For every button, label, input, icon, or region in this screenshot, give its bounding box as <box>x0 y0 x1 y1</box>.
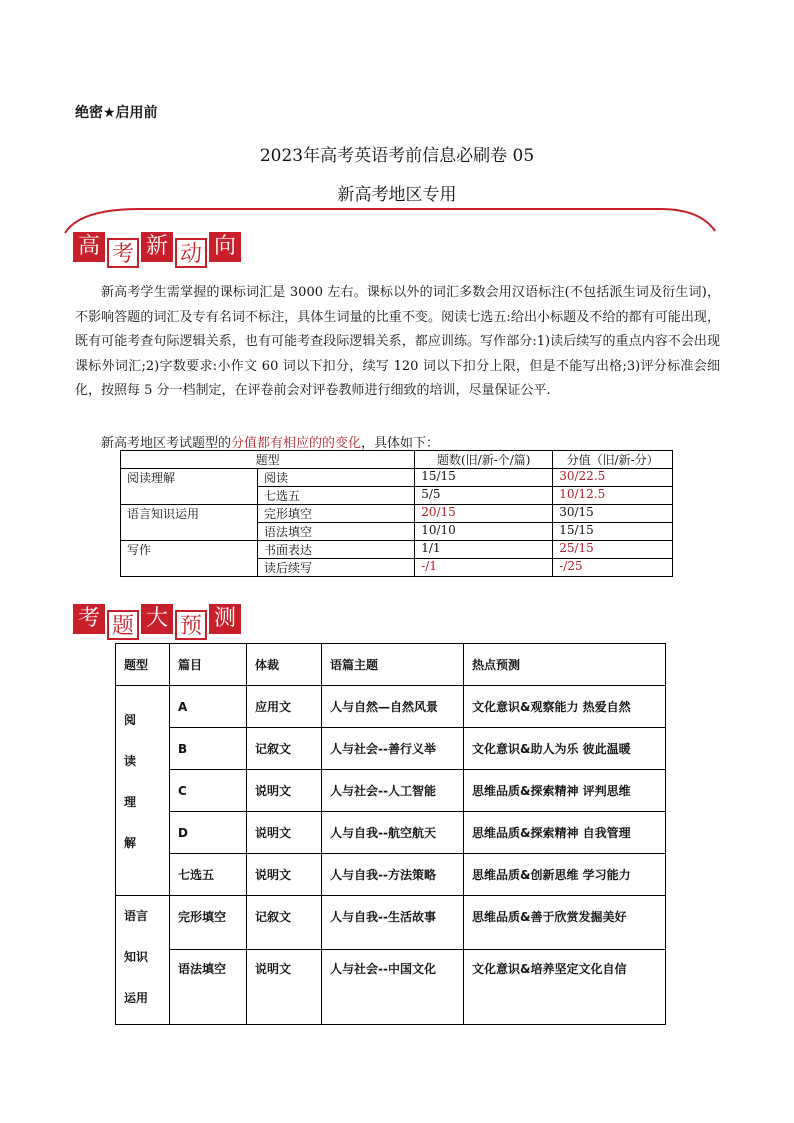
table-row <box>116 812 666 854</box>
sub-cell: 语法填空 <box>258 523 415 541</box>
theme-cell: 人与自我--航空航天 <box>322 812 464 854</box>
theme-cell: 人与社会--善行义举 <box>322 728 464 770</box>
hot-cell: 文化意识&助人为乐 彼此温暖 <box>464 728 666 770</box>
section-banner-predictions <box>73 604 241 640</box>
table-header-row <box>116 644 666 686</box>
table-intro <box>101 432 439 451</box>
score-cell: 10/12.5 <box>553 487 673 505</box>
prediction-table <box>115 643 666 1025</box>
hot-cell: 思维品质&探索精神 评判思维 <box>464 770 666 812</box>
banner-char: 预 <box>175 610 207 640</box>
score-cell: 30/22.5 <box>553 469 673 487</box>
hot-cell: 思维品质&创新思维 学习能力 <box>464 854 666 896</box>
header-cell: 题数(旧/新-个/篇) <box>415 451 553 469</box>
item-cell: 七选五 <box>170 854 247 896</box>
group-cell: 阅读理解 <box>121 469 258 505</box>
group-word: 运用 <box>124 991 149 1005</box>
decorative-curve <box>60 205 720 235</box>
header-cell: 体裁 <box>247 644 322 686</box>
banner-char: 动 <box>175 238 207 268</box>
table-row <box>121 469 673 487</box>
group-char: 阅 <box>124 713 137 727</box>
group-cell: 语言知识运用 <box>121 505 258 541</box>
item-cell: C <box>170 770 247 812</box>
genre-cell: 说明文 <box>247 812 322 854</box>
count-cell: 1/1 <box>415 541 553 559</box>
hot-cell: 文化意识&培养坚定文化自信 <box>464 950 666 1025</box>
hot-cell: 文化意识&观察能力 热爱自然 <box>464 686 666 728</box>
count-cell: 5/5 <box>415 487 553 505</box>
header-cell: 语篇主题 <box>322 644 464 686</box>
item-cell: 语法填空 <box>170 950 247 1025</box>
header-cell: 题型 <box>116 644 170 686</box>
banner-char: 测 <box>209 604 241 634</box>
banner-char: 新 <box>141 232 173 262</box>
group-cell: 写作 <box>121 541 258 577</box>
table-row <box>116 950 666 1025</box>
item-cell: 完形填空 <box>170 896 247 950</box>
score-cell: 15/15 <box>553 523 673 541</box>
score-change-table <box>120 450 673 577</box>
sub-cell: 完形填空 <box>258 505 415 523</box>
table-header-row <box>121 451 673 469</box>
banner-char: 考 <box>107 238 139 268</box>
genre-cell: 应用文 <box>247 686 322 728</box>
group-char: 解 <box>124 836 137 850</box>
score-cell: 30/15 <box>553 505 673 523</box>
sub-cell: 书面表达 <box>258 541 415 559</box>
banner-char: 大 <box>141 604 173 634</box>
page-subtitle: 新高考地区专用 <box>337 185 457 205</box>
banner-char: 题 <box>107 610 139 640</box>
count-cell: 15/15 <box>415 469 553 487</box>
language-group-cell <box>116 896 170 1025</box>
banner-char: 向 <box>209 232 241 262</box>
sub-cell: 七选五 <box>258 487 415 505</box>
genre-cell: 说明文 <box>247 854 322 896</box>
theme-cell: 人与自我--生活故事 <box>322 896 464 950</box>
theme-cell: 人与自我--方法策略 <box>322 854 464 896</box>
table-row <box>116 854 666 896</box>
trend-paragraph: 新高考学生需掌握的课标词汇是 3000 左右。课标以外的词汇多数会用汉语标注(不包括派生词及衍生词)，不影响答题的词汇及专有名词不标注，具体生词量的比重不变。阅读七选五:给出小标题及不给的都有可能出现，既有可能考查句际逻辑关系，也有可能考查段际逻辑关系，都应训练。写作部分:1)读后续写的重点内容不会出现课标外词汇;2)字数要求:小作文 60 词以下扣分，续写 120 词以下扣分上限，但是不能写出格;3)评分标准会细化，按照每 5 分一档制定，在评卷前会对评卷教师进行细致的培训，尽量保证公平. <box>75 285 720 398</box>
group-char: 理 <box>124 795 137 809</box>
score-cell: 25/15 <box>553 541 673 559</box>
count-cell: 20/15 <box>415 505 553 523</box>
table-row <box>121 541 673 559</box>
reading-group-cell <box>116 686 170 896</box>
group-word: 知识 <box>124 950 149 964</box>
table-row <box>116 686 666 728</box>
header-cell: 热点预测 <box>464 644 666 686</box>
hot-cell: 思维品质&善于欣赏发掘美好 <box>464 896 666 950</box>
count-cell: 10/10 <box>415 523 553 541</box>
table-row <box>116 728 666 770</box>
theme-cell: 人与社会--人工智能 <box>322 770 464 812</box>
item-cell: D <box>170 812 247 854</box>
group-char: 读 <box>124 754 137 768</box>
intro-highlight: 分值都有相应的的变化 <box>231 436 362 451</box>
header-cell: 题型 <box>121 451 415 469</box>
genre-cell: 说明文 <box>247 770 322 812</box>
theme-cell: 人与社会--中国文化 <box>322 950 464 1025</box>
confidential-label: 绝密★启用前 <box>75 105 158 121</box>
sub-cell: 阅读 <box>258 469 415 487</box>
group-word: 语言 <box>124 909 149 923</box>
count-cell: -/1 <box>415 559 553 577</box>
intro-text: 新高考地区考试题型的 <box>101 436 232 451</box>
sub-cell: 读后续写 <box>258 559 415 577</box>
item-cell: A <box>170 686 247 728</box>
item-cell: B <box>170 728 247 770</box>
section-banner-new-trends <box>73 232 241 268</box>
header-cell: 分值（旧/新-分） <box>553 451 673 469</box>
banner-char: 考 <box>73 604 105 634</box>
score-cell: -/25 <box>553 559 673 577</box>
genre-cell: 记叙文 <box>247 728 322 770</box>
theme-cell: 人与自然—自然风景 <box>322 686 464 728</box>
table-row <box>116 896 666 950</box>
page-title: 2023年高考英语考前信息必刷卷 05 <box>259 146 535 166</box>
table-row <box>121 505 673 523</box>
intro-text-end: ，具体如下： <box>361 436 440 451</box>
genre-cell: 说明文 <box>247 950 322 1025</box>
hot-cell: 思维品质&探索精神 自我管理 <box>464 812 666 854</box>
table-row <box>116 770 666 812</box>
genre-cell: 记叙文 <box>247 896 322 950</box>
header-cell: 篇目 <box>170 644 247 686</box>
banner-char: 高 <box>73 232 105 262</box>
